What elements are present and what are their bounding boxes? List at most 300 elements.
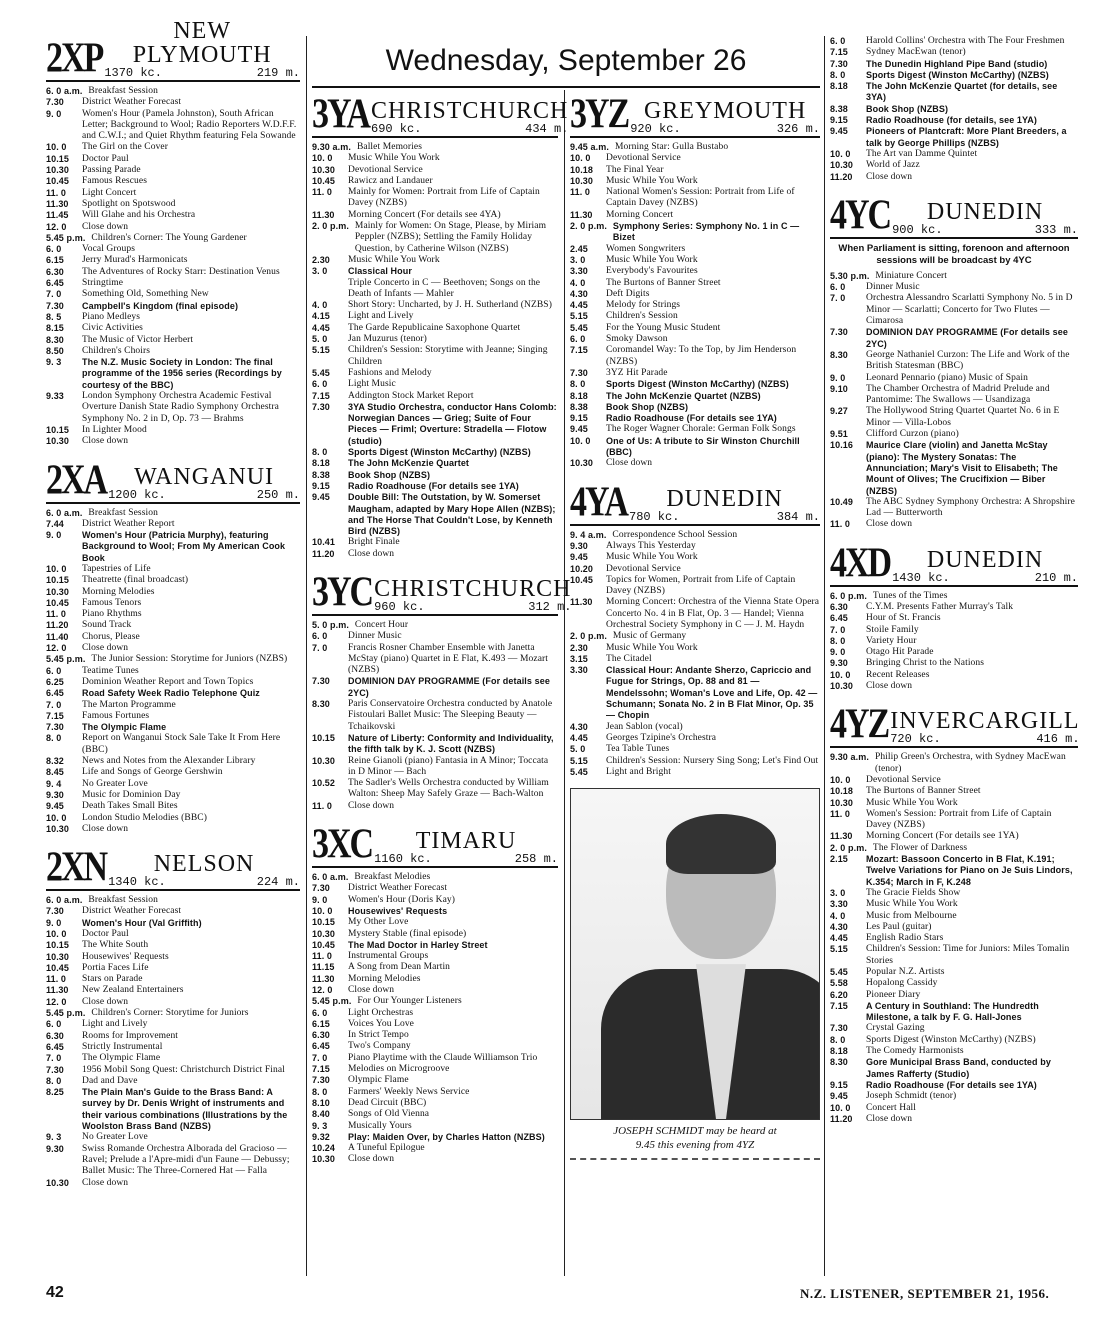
programme-title: District Weather Report: [82, 518, 175, 529]
programme-entry: [46, 929, 300, 940]
programme-title: Housewives' Requests: [348, 905, 448, 916]
programme-time: 9. 0: [46, 108, 62, 119]
programme-entry: [830, 658, 1078, 669]
programme-entry: [46, 199, 300, 210]
programme-title: The Music of Victor Herbert: [82, 334, 194, 345]
programme-entry: [46, 508, 300, 519]
programme-entry: [830, 59, 1078, 70]
programme-title: Symphony Series: Symphony No. 1 in C — Bizet: [612, 221, 800, 243]
programme-time: 8.38: [570, 401, 588, 412]
programme-time: 4. 0: [312, 300, 328, 311]
programme-time: 6.15: [312, 1018, 330, 1029]
station-wavelength: 312 m.: [528, 599, 572, 614]
programme-time: 11.40: [46, 631, 69, 642]
programme-entry: [46, 587, 300, 598]
programme-time: 5.15: [570, 311, 588, 322]
programme-title: Dead Circuit (BBC): [348, 1097, 427, 1108]
programme-entry: [312, 334, 558, 345]
station-kc: 780 kc.: [629, 509, 680, 524]
programme-title: Piano Rhythms: [82, 609, 142, 620]
programme-time: 11. 0: [46, 974, 67, 985]
programme-entry: [570, 142, 820, 153]
station-frequency: [371, 123, 568, 136]
programme-title: Double Bill: The Outstation, by W. Somerset Maugham, adapted by Mary Hope Allen (NZBS); and The Horse That Couldn't Lose, by Kenneth Bird (NZBS): [348, 492, 556, 537]
programme-entry: [830, 944, 1078, 967]
programme-title: Breakfast Session: [88, 895, 158, 906]
programme-time: 10. 0: [312, 153, 333, 164]
joseph-schmidt-photo: [570, 788, 820, 1120]
programme-title: Farmers' Weekly News Service: [348, 1086, 470, 1097]
station-block: [830, 541, 1078, 693]
programme-entry: [46, 165, 300, 176]
programme-title: Smoky Dawson: [606, 334, 668, 345]
programme-title: New Zealand Entertainers: [82, 985, 184, 996]
programme-title: Pioneer Diary: [866, 989, 921, 1000]
programme-title: Campbell's Kingdom (final episode): [82, 300, 239, 311]
programme-title: Triple Concerto in C — Beethoven; Songs on the Death of Infants — Mahler: [348, 277, 541, 299]
station-heading-text: [108, 465, 300, 502]
programme-entry: [46, 357, 300, 391]
programme-time: 2.30: [312, 254, 330, 265]
programme-entry: [46, 756, 300, 767]
programme-title: The Hollywood String Quartet Quartet No. 6 in E Minor — Villa-Lobos: [866, 406, 1060, 428]
programme-title: The Mad Doctor in Harley Street: [348, 939, 488, 950]
programme-title: Hopalong Cassidy: [866, 978, 938, 989]
programme-title: The Adventures of Rocky Starr: Destination Venus: [82, 266, 280, 277]
programme-title: DOMINION DAY PROGRAMME (For details see 2YC): [866, 327, 1068, 349]
programme-entry: [312, 402, 558, 447]
programme-title: Jerry Murad's Harmonicats: [82, 255, 188, 266]
programme-time: 10.15: [46, 575, 70, 586]
programme-time: 5.15: [830, 944, 848, 955]
programme-entry: [570, 722, 820, 733]
station-kc: 1370 kc.: [104, 66, 162, 80]
programme-title: The Dunedin Highland Pipe Band (studio): [866, 58, 1048, 69]
programme-title: Voices You Love: [348, 1018, 414, 1029]
station-block: [46, 458, 300, 836]
programme-time: 7. 0: [312, 1052, 328, 1063]
column-rule: [564, 90, 565, 1276]
programme-time: 6.15: [46, 255, 64, 266]
programme-title: Close down: [82, 221, 129, 232]
programme-entry: [830, 922, 1078, 933]
programme-time: 9.30 a.m.: [830, 752, 869, 763]
programme-title: Dinner Music: [866, 282, 920, 293]
programme-entry: [46, 918, 300, 929]
programme-entry: [312, 142, 558, 153]
programme-time: 6. 0: [46, 1019, 62, 1030]
programme-time: 6. 0: [312, 631, 328, 642]
programme-title: A Song from Dean Martin: [348, 962, 451, 973]
programme-entry: [830, 172, 1078, 183]
programme-entry: [312, 962, 558, 973]
programme-time: 12. 0: [46, 643, 67, 654]
page-number: 42: [46, 1284, 64, 1301]
programme-title: Radio Roadhouse (For details see 1YA): [866, 1079, 1037, 1090]
programme-entry: [570, 575, 820, 598]
programme-entry: [830, 798, 1078, 809]
column-3: [570, 92, 820, 1160]
programme-time: 8. 0: [312, 447, 328, 458]
programme-title: Close down: [866, 681, 913, 692]
programme-title: C.Y.M. Presents Father Murray's Talk: [866, 601, 1014, 612]
programme-title: Close down: [348, 985, 395, 995]
programme-entry: [830, 373, 1078, 384]
programme-entry: [830, 406, 1078, 429]
programme-entry: [46, 1053, 300, 1064]
programme-title: Sports Digest (Winston McCarthy) (NZBS): [606, 379, 789, 390]
programme-entry: [46, 997, 300, 1008]
programme-time: 9. 3: [312, 1120, 328, 1131]
programme-entry: [312, 1098, 558, 1109]
programme-time: 8. 0: [830, 69, 846, 80]
station-heading-text: [104, 19, 300, 80]
programme-entry: [46, 790, 300, 801]
programme-time: 6. 0: [830, 282, 846, 293]
programme-entry: [312, 733, 558, 756]
programme-time: 9. 4: [46, 778, 62, 789]
programme-title: Close down: [82, 643, 129, 654]
programme-entry: [312, 368, 558, 379]
programme-entry: [570, 530, 820, 541]
programme-title: Light Concert: [82, 187, 137, 198]
programme-time: 10.45: [312, 939, 336, 950]
programme-time: 3.30: [570, 665, 588, 676]
programme-time: 7. 0: [46, 699, 62, 710]
programme-entry: [570, 733, 820, 744]
programme-title: 1956 Mobil Song Quest: Christchurch District Final: [82, 1064, 285, 1075]
programme-entry: [46, 278, 300, 289]
programme-entry: [830, 775, 1078, 786]
programme-entry: [312, 278, 558, 301]
station-header: [312, 91, 569, 138]
programme-time: 7.15: [830, 47, 848, 58]
programme-time: 10.41: [312, 537, 336, 548]
station-block: [312, 822, 558, 1166]
programme-entry: [830, 1046, 1078, 1057]
programme-time: 2. 0 p.m.: [830, 842, 867, 853]
programme-time: 12. 0: [46, 996, 67, 1007]
programme-time: 10. 0: [46, 142, 67, 153]
programme-entry: [830, 1103, 1078, 1114]
programme-time: 9.51: [830, 429, 848, 440]
programme-title: Two's Company: [348, 1041, 411, 1052]
station-wavelength: 210 m.: [1034, 570, 1078, 585]
programme-entry: [46, 952, 300, 963]
programme-time: 7.30: [830, 58, 848, 69]
programme-title: Close down: [82, 1177, 129, 1188]
station-header: [312, 568, 572, 616]
programme-title: Music While You Work: [606, 642, 698, 653]
programme-entry: [830, 786, 1078, 797]
programme-entry: [570, 345, 820, 368]
programme-title: Close down: [348, 1154, 395, 1165]
programme-title: The Comedy Harmonists: [866, 1046, 964, 1057]
programme-entry: [46, 733, 300, 756]
programme-entry: [570, 541, 820, 552]
programme-title: A Century in Southland: The Hundredth Milestone, a talk by F. G. Hall-Jones: [866, 1000, 1039, 1023]
programme-title: Crystal Gazing: [866, 1023, 925, 1034]
programme-entry: [312, 917, 558, 928]
programme-time: 9.33: [46, 391, 64, 402]
programme-entry: [570, 210, 820, 221]
photo-caption: [570, 1120, 820, 1160]
programme-title: For the Young Music Student: [606, 322, 721, 333]
programme-title: Music from Melbourne: [866, 910, 957, 921]
programme-time: 6.20: [830, 989, 848, 1000]
programme-time: 10.30: [570, 458, 594, 469]
programme-entry: [312, 1075, 558, 1086]
programme-entry: [830, 990, 1078, 1001]
programme-title: Harold Collins' Orchestra with The Four Freshmen: [866, 36, 1065, 46]
programme-time: 9.15: [312, 480, 330, 491]
station-block: [46, 845, 300, 1189]
programme-title: District Weather Forecast: [348, 883, 448, 894]
programme-title: No Greater Love: [82, 1132, 148, 1143]
programme-title: Housewives' Requests: [82, 951, 169, 962]
programme-title: The ABC Sydney Symphony Orchestra: A Shropshire Lad — Butterworth: [866, 496, 1075, 519]
station-wavelength: 384 m.: [776, 509, 820, 524]
programme-title: Play: Maiden Over, by Charles Hatton (NZBS): [348, 1131, 545, 1142]
programme-time: 3. 0: [312, 266, 328, 277]
programme-entry: [830, 967, 1078, 978]
station-kc: 720 kc.: [890, 732, 941, 747]
programme-title: Women's Hour (Doris Kay): [348, 894, 456, 905]
station-header: [312, 822, 558, 868]
programme-time: 8.32: [46, 756, 64, 767]
station-header: [830, 702, 1078, 748]
programme-time: 5.45: [830, 967, 848, 977]
programme-title: Close down: [82, 823, 129, 834]
programme-title: Portia Faces Life: [82, 962, 149, 973]
station-frequency: [104, 67, 300, 80]
programme-time: 11.30: [570, 209, 593, 220]
programme-time: 4.30: [570, 288, 588, 299]
programme-title: The Plain Man's Guide to the Brass Band: A survey by Dr. Denis Wright of instruments and their various combinations (Illustrations by the Woolston Brass Band (NZBS): [82, 1087, 288, 1132]
programme-time: 9. 0: [312, 894, 328, 905]
station-header: [830, 541, 1078, 587]
programme-entry: [312, 699, 558, 733]
programme-entry: [312, 1064, 558, 1075]
station-heading-text: [371, 99, 568, 136]
programme-title: District Weather Forecast: [82, 906, 182, 917]
programme-entry: [830, 350, 1078, 373]
programme-entry: [46, 801, 300, 812]
programme-entry: [46, 722, 300, 733]
programme-time: 8.25: [46, 1087, 64, 1098]
programme-time: 5. 0 p.m.: [312, 619, 349, 630]
programme-time: 6.45: [830, 613, 848, 624]
station-heading-text: [890, 709, 1079, 746]
programme-time: 5.15: [570, 755, 588, 766]
programme-entry: [312, 1132, 558, 1143]
programme-time: 11. 0: [46, 609, 67, 620]
programme-title: Stringtime: [82, 278, 124, 289]
programme-time: 11. 0: [312, 951, 333, 962]
programme-time: 6. 0 a.m.: [46, 895, 83, 906]
programme-entry: [312, 929, 558, 940]
programme-time: 10.15: [46, 153, 70, 164]
programme-title: Book Shop (NZBS): [866, 103, 949, 114]
programme-entry: [312, 631, 558, 642]
station-wavelength: 250 m.: [256, 487, 300, 502]
programme-entry: [46, 575, 300, 586]
programme-time: 2. 0 p.m.: [570, 221, 607, 232]
programme-title: Stoile Family: [866, 624, 919, 635]
programme-time: 7.30: [46, 906, 64, 917]
programme-time: 7. 0: [46, 1053, 62, 1064]
programme-time: 11.30: [46, 198, 69, 209]
programme-title: Short Story: Uncharted, by J. H. Sutherland (NZBS): [348, 300, 552, 311]
station-frequency: [892, 224, 1078, 237]
programme-title: Otago Hit Parade: [866, 647, 934, 658]
station-city: DUNEDIN: [926, 198, 1044, 225]
column-4: [830, 36, 1078, 1135]
programme-time: 8.30: [46, 334, 64, 345]
programme-entry: [46, 654, 300, 665]
programme-time: 9.15: [830, 1079, 848, 1090]
programme-entry: [570, 424, 820, 435]
programme-time: 9.45 a.m.: [570, 142, 609, 152]
programme-title: The Art van Damme Quintet: [866, 148, 978, 159]
programme-title: News and Notes from the Alexander Library: [82, 756, 256, 767]
programme-entry: [46, 176, 300, 187]
programme-title: Morning Concert (For details see 4YA): [348, 209, 501, 220]
programme-entry: [570, 289, 820, 300]
station-wavelength: 224 m.: [256, 875, 300, 890]
programme-title: Will Glahe and his Orchestra: [82, 210, 196, 221]
programme-time: 8.30: [312, 699, 330, 710]
programme-title: Famous Fortunes: [82, 710, 150, 721]
programme-time: 4.45: [570, 300, 588, 311]
programme-entry: [46, 985, 300, 996]
programme-entry: [830, 115, 1078, 126]
programme-entry: [312, 940, 558, 951]
programme-title: The Olympic Flame: [82, 1053, 161, 1064]
programme-time: 10. 0: [46, 929, 67, 939]
programme-entry: [46, 824, 300, 835]
programme-time: 7.30: [46, 300, 64, 311]
programme-entry: [312, 221, 558, 255]
programme-time: 8. 0: [46, 1075, 62, 1086]
programme-entry: [830, 854, 1078, 888]
programme-title: Gore Municipal Brass Band, conducted by James Rafferty (Studio): [866, 1057, 1051, 1079]
programme-time: 10. 0: [46, 812, 67, 823]
station-header: [830, 193, 1078, 239]
programme-time: 10.45: [46, 176, 70, 187]
programme-title: Morning Melodies: [82, 586, 155, 597]
programme-title: Light and Lively: [348, 311, 414, 322]
programme-entry: [830, 327, 1078, 350]
programme-entry: [312, 153, 558, 164]
programme-time: 8. 5: [46, 311, 62, 322]
programme-title: Children's Session: Storytime with Jeanne; Singing Children: [348, 345, 548, 367]
station-city: INVERCARGILL: [890, 708, 1080, 735]
programme-entry: [830, 831, 1078, 842]
programme-title: The Junior Session: Storytime for Juniors (NZBS): [91, 654, 288, 665]
programme-title: Music While You Work: [606, 175, 698, 186]
programme-title: Melodies on Microgroove: [348, 1064, 450, 1075]
station-city: NELSON: [153, 851, 255, 878]
programme-title: Morning Melodies: [348, 973, 421, 984]
programme-entry: [312, 974, 558, 985]
programme-time: 10.30: [46, 436, 70, 447]
programme-time: 11.20: [312, 548, 335, 559]
programme-time: 11.30: [312, 973, 335, 984]
programme-time: 6. 0 a.m.: [312, 872, 349, 883]
programme-time: 10. 0: [830, 669, 851, 680]
programme-time: 7. 0: [830, 624, 846, 635]
programme-time: 8. 0: [46, 733, 62, 744]
programme-title: Close down: [866, 519, 913, 530]
programme-title: Something Old, Something New: [82, 289, 209, 300]
programme-entry: [830, 591, 1078, 602]
programme-time: 10.15: [46, 940, 70, 951]
station-kc: 900 kc.: [892, 222, 943, 237]
programme-entry: [46, 323, 300, 334]
programme-time: 12. 0: [312, 985, 333, 995]
programme-entry: [46, 643, 300, 654]
programme-time: 5.45: [570, 322, 588, 333]
programme-title: Miniature Concert: [875, 270, 948, 281]
programme-time: 7. 0: [312, 642, 328, 653]
programme-time: 11.45: [46, 210, 69, 221]
programme-title: Women's Hour (Patricia Murphy), featuring Background to Wool; From My American Cook Book: [82, 530, 286, 563]
programme-time: 4.45: [312, 322, 330, 333]
page-date-banner: Wednesday, September 26: [312, 36, 820, 88]
programme-time: 10.52: [312, 778, 336, 789]
programme-entry: [312, 391, 558, 402]
programme-title: Paris Conservatoire Orchestra conducted by Anatole Fistoulari Ballet Music: The Sleeping Beauty — Tchaikovski: [348, 699, 553, 732]
programme-title: Popular N.Z. Artists: [866, 967, 945, 977]
station-kc: 1430 kc.: [892, 570, 950, 585]
programme-entry: [830, 1057, 1078, 1080]
programme-time: 11. 0: [312, 187, 333, 198]
programme-entry: [830, 888, 1078, 899]
station-block: [830, 702, 1078, 1125]
programme-time: 9.30 a.m.: [312, 142, 351, 152]
programme-time: 7.30: [312, 676, 330, 687]
programme-title: Piano Playtime with the Claude Williamson Trio: [348, 1052, 538, 1063]
programme-entry: [46, 188, 300, 199]
programme-entry: [570, 643, 820, 654]
programme-title: Breakfast Melodies: [354, 872, 431, 883]
programme-title: Swiss Romande Orchestra Alborada del Gracioso — Ravel; Prelude a l'Apre-midi d'un Faune — Debussy; Ballet Music: The Three-Cornered Hat — Falla: [82, 1143, 290, 1177]
programme-entry: [830, 933, 1078, 944]
programme-title: Light Music: [348, 379, 396, 390]
programme-time: 7.30: [46, 722, 64, 733]
programme-title: Close down: [82, 436, 129, 447]
programme-title: Classical Hour: Andante Sherzo, Capriccio and Fugue for Strings, Op. 88 and 81 — Mendelssohn; Woman's Love and Life, Op. 42 — Schumann; Sonata No. 2 in B Flat Minor, Op. 35 — Chopin: [606, 665, 818, 721]
programme-title: The John McKenzie Quartet (for details, see 3YA): [866, 81, 1058, 103]
station-callsign: 4YC: [830, 191, 891, 239]
programme-title: Music While You Work: [606, 552, 698, 563]
station-heading-text: [374, 829, 558, 866]
programme-entry: [312, 447, 558, 458]
programme-title: Sydney MacEwan (tenor): [866, 47, 966, 58]
station-city: GREYMOUTH: [643, 98, 807, 124]
programme-title: Children's Session: [606, 311, 678, 322]
programme-time: 7.15: [312, 1064, 330, 1075]
station-callsign: 3YA: [312, 91, 369, 138]
programme-title: Clifford Curzon (piano): [866, 429, 959, 440]
station-kc: 960 kc.: [374, 599, 425, 614]
programme-time: 9. 0: [830, 647, 846, 658]
programme-time: 7.30: [830, 1023, 848, 1034]
programme-time: 12. 0: [46, 221, 67, 232]
programme-entry: [46, 222, 300, 233]
programme-time: 7. 0: [830, 293, 846, 304]
